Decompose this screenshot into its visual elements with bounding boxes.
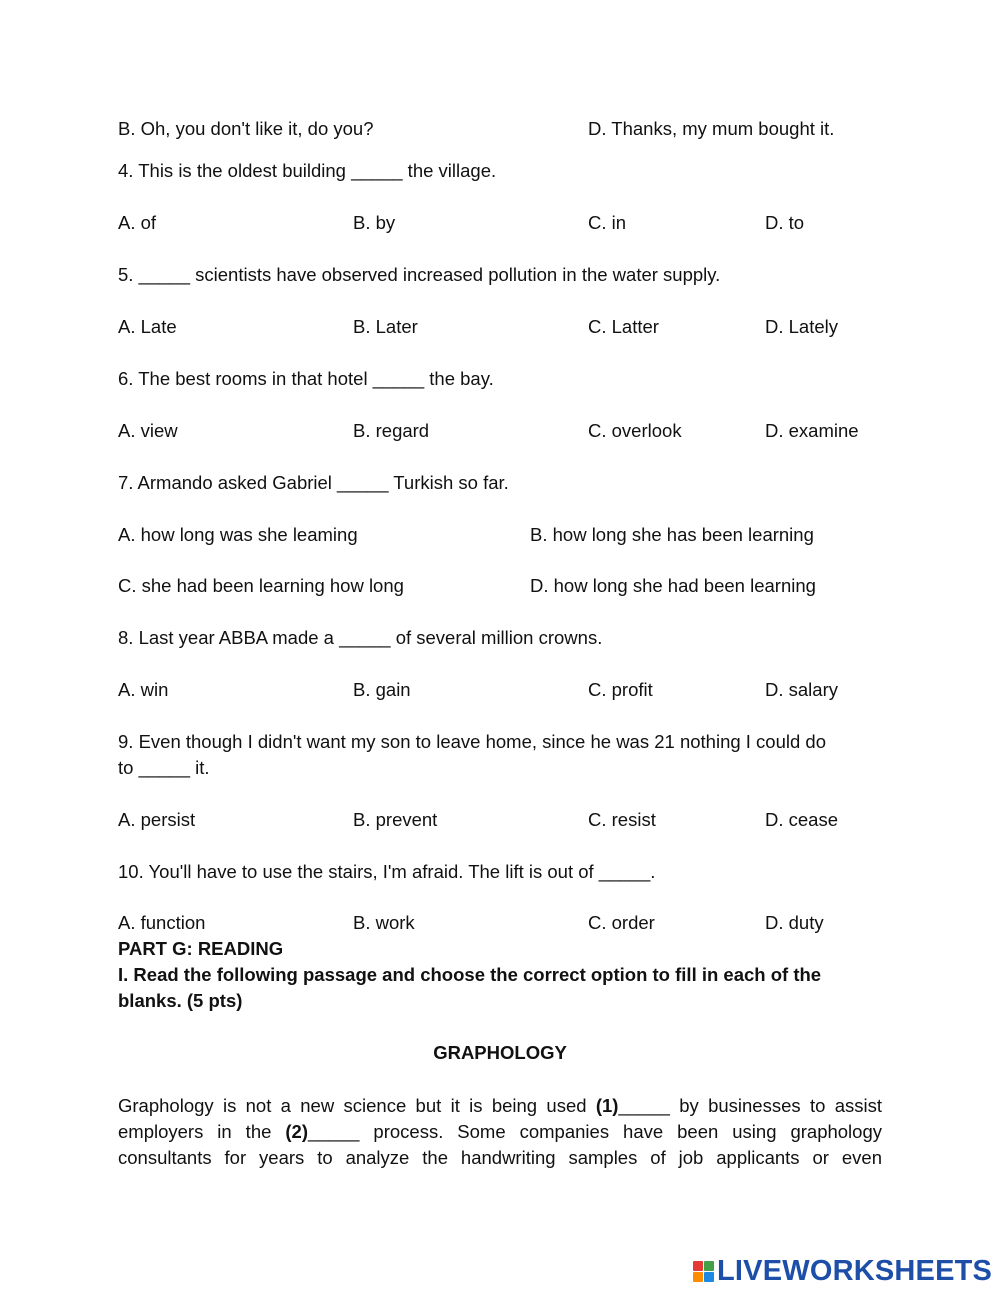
q7-option-c: C. she had been learning how long xyxy=(118,575,404,596)
q7-option-d: D. how long she had been learning xyxy=(530,575,816,596)
part-g-heading: PART G: READING xyxy=(118,938,284,959)
q8-option-c: C. profit xyxy=(588,679,653,700)
logo-square-green xyxy=(704,1261,714,1271)
q10-option-d: D. duty xyxy=(765,912,824,933)
q4-option-d: D. to xyxy=(765,212,805,233)
q3-option-b: B. Oh, you don't like it, do you? xyxy=(118,118,374,139)
q8-option-a: A. win xyxy=(118,679,169,700)
q6-option-a: A. view xyxy=(118,420,178,441)
blank-1-marker: (1) xyxy=(595,1095,619,1116)
q5-option-b: B. Later xyxy=(353,316,418,337)
passage-line3: consultants for years to analyze the handwriting samples of job applicants or even xyxy=(118,1147,882,1168)
q10-option-a: A. function xyxy=(118,912,206,933)
q4-option-b: B. by xyxy=(353,212,396,233)
logo-square-orange xyxy=(693,1272,703,1282)
q9-option-d: D. cease xyxy=(765,809,839,830)
q6-stem: 6. The best rooms in that hotel _____ the bay. xyxy=(118,368,494,389)
q5-option-d: D. Lately xyxy=(765,316,839,337)
q5-option-a: A. Late xyxy=(118,316,177,337)
q9-option-a: A. persist xyxy=(118,809,196,830)
passage-line1-start: Graphology is not a new science but it is being used xyxy=(118,1095,596,1116)
q6-option-b: B. regard xyxy=(353,420,430,441)
logo-square-red xyxy=(693,1261,703,1271)
q10-option-c: C. order xyxy=(588,912,655,933)
passage-title: GRAPHOLOGY xyxy=(433,1042,567,1063)
liveworksheets-logo-text: LIVEWORKSHEETS xyxy=(717,1255,993,1287)
logo-square-blue xyxy=(704,1272,714,1282)
liveworksheets-icon xyxy=(693,1261,714,1282)
q4-option-a: A. of xyxy=(118,212,157,233)
part-g-instruction-line2: blanks. (5 pts) xyxy=(118,990,243,1011)
q8-stem: 8. Last year ABBA made a _____ of several million crowns. xyxy=(118,627,603,648)
q8-option-b: B. gain xyxy=(353,679,411,700)
blank-2-marker: (2) xyxy=(285,1121,308,1142)
q7-stem: 7. Armando asked Gabriel _____ Turkish so far. xyxy=(118,472,509,493)
passage-line2 xyxy=(118,1119,882,1145)
q9-stem-line2: to _____ it. xyxy=(118,757,210,778)
passage-line1 xyxy=(118,1093,882,1119)
q6-option-c: C. overlook xyxy=(588,420,682,441)
q5-stem: 5. _____ scientists have observed increased pollution in the water supply. xyxy=(118,264,721,285)
passage-line1-end: _____ by businesses to assist xyxy=(618,1095,882,1116)
liveworksheets-logo[interactable] xyxy=(693,1256,992,1286)
q3-option-d: D. Thanks, my mum bought it. xyxy=(588,118,835,139)
passage-line2-end: _____ process. Some companies have been using graphology xyxy=(308,1121,882,1142)
q9-stem-line1: 9. Even though I didn't want my son to leave home, since he was 21 nothing I could do xyxy=(118,731,827,752)
q9-option-c: C. resist xyxy=(588,809,656,830)
q8-option-d: D. salary xyxy=(765,679,838,700)
q4-option-c: C. in xyxy=(588,212,627,233)
q5-option-c: C. Latter xyxy=(588,316,659,337)
q10-stem: 10. You'll have to use the stairs, I'm afraid. The lift is out of _____. xyxy=(118,861,656,882)
q7-option-a: A. how long was she leaming xyxy=(118,524,358,545)
q10-option-b: B. work xyxy=(353,912,415,933)
q9-option-b: B. prevent xyxy=(353,809,438,830)
passage-line2-start: employers in the xyxy=(118,1121,286,1142)
part-g-instruction-line1: I. Read the following passage and choose the correct option to fill in each of the xyxy=(118,964,822,985)
q4-stem: 4. This is the oldest building _____ the village. xyxy=(118,160,497,181)
q7-option-b: B. how long she has been learning xyxy=(530,524,814,545)
q6-option-d: D. examine xyxy=(765,420,859,441)
